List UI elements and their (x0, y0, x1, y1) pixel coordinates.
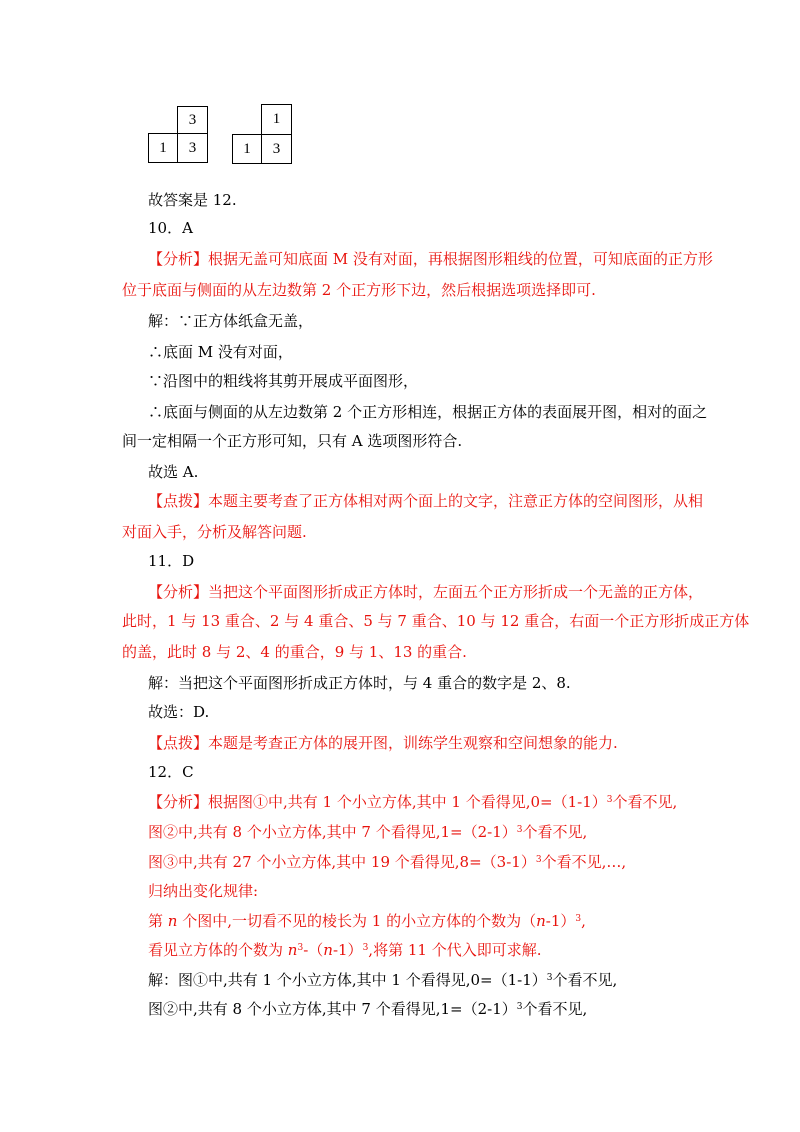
exponent: 3 (606, 795, 613, 805)
analysis-text-part: 【分析】根据图①中,共有 1 个小立方体,其中 1 个看得见,0=（1-1） (148, 793, 607, 811)
analysis-text (148, 940, 541, 960)
analysis-text-part: 个看不见, (612, 793, 678, 811)
analysis-text-part: 图②中,共有 8 个小立方体,其中 7 个看得见,1=（2-1） (148, 823, 517, 841)
text-line: 故答案是 12. (148, 191, 237, 209)
analysis-text-part: 看见立方体的个数为 (148, 941, 288, 959)
solution-text: ∴底面与侧面的从左边数第 2 个正方形相连，根据正方体的表面展开图，相对的面之 (148, 403, 708, 421)
analysis-text: 【分析】根据无盖可知底面 M 没有对面，再根据图形粗线的位置，可知底面的正方形 (148, 250, 713, 268)
analysis-text-part: 个看不见,…, (541, 853, 627, 871)
analysis-text-part: , (581, 912, 586, 930)
analysis-text (148, 792, 677, 812)
cell-right-top: 1 (261, 104, 292, 135)
solution-text: 解：当把这个平面图形折成正方体时，与 4 重合的数字是 2、8. (148, 674, 571, 692)
tip-text: 【点拨】本题是考查正方体的展开图，训练学生观察和空间想象的能力. (148, 734, 618, 752)
cell-left-top: 3 (177, 106, 208, 134)
analysis-text-part: 个图中,一切看不见的棱长为 1 的小立方体的个数为（ (177, 912, 537, 930)
solution-text-part: 个看不见, (522, 1000, 588, 1018)
solution-text-part: 个看不见, (552, 971, 618, 989)
solution-text: ∴底面 M 没有对面， (148, 343, 293, 361)
exponent: 3 (516, 1002, 523, 1012)
solution-text (148, 999, 587, 1019)
analysis-text: 位于底面与侧面的从左边数第 2 个正方形下边，然后根据选项选择即可. (122, 281, 596, 299)
analysis-text-part: ,将第 11 个代入即可求解. (368, 941, 542, 959)
analysis-text-part: -1） (332, 941, 363, 959)
analysis-text-part: 个看不见, (522, 823, 588, 841)
exponent: 3 (575, 914, 582, 924)
cell-right-bottom-right: 3 (261, 134, 292, 164)
cell-left-bottom-left: 1 (148, 133, 178, 163)
cell-right-bottom-left: 1 (232, 134, 262, 164)
variable-n: n (536, 912, 546, 930)
variable-n: n (167, 912, 178, 930)
exponent: 3 (362, 943, 369, 953)
answer-heading: 10．A (148, 219, 193, 237)
answer-heading: 12．C (148, 763, 194, 781)
answer-heading: 11．D (148, 552, 195, 570)
analysis-text-part: 图③中,共有 27 个小立方体,其中 19 个看得见,8=（3-1） (148, 853, 536, 871)
analysis-text: 归纳出变化规律: (148, 882, 259, 900)
analysis-text (148, 911, 586, 931)
solution-text: ∵沿图中的粗线将其剪开展成平面图形， (148, 372, 419, 390)
analysis-text-part: -1） (545, 912, 576, 930)
analysis-text: 【分析】当把这个平面图形折成正方体时，左面五个正方形折成一个无盖的正方体， (148, 583, 704, 601)
exponent: 3 (546, 973, 553, 983)
analysis-text: 此时，1 与 13 重合、2 与 4 重合、5 与 7 重合、10 与 12 重合，右面一个正方形折成正方体 (122, 612, 750, 630)
solution-text: 故选：D. (148, 703, 210, 721)
cell-left-bottom-right: 3 (177, 133, 208, 163)
solution-text: 间一定相隔一个正方形可知，只有 A 选项图形符合. (122, 432, 463, 450)
variable-n: n (323, 941, 333, 959)
solution-text-part: 图②中,共有 8 个小立方体,其中 7 个看得见,1=（2-1） (148, 1000, 517, 1018)
analysis-text-part: -（ (303, 941, 324, 959)
exponent: 3 (516, 825, 523, 835)
analysis-text (148, 852, 626, 872)
analysis-text-part: 第 (148, 912, 168, 930)
solution-text-part: 解：图①中,共有 1 个小立方体,其中 1 个看得见,0=（1-1） (148, 971, 547, 989)
variable-n: n (287, 941, 298, 959)
analysis-text (148, 822, 587, 842)
exponent: 3 (535, 855, 542, 865)
exponent: 3 (297, 943, 304, 953)
tip-text: 对面入手，分析及解答问题. (122, 523, 307, 541)
solution-text (148, 970, 617, 990)
analysis-text: 的盖，此时 8 与 2、4 的重合，9 与 1、13 的重合. (122, 643, 467, 661)
solution-text: 解：∵正方体纸盒无盖， (148, 312, 314, 330)
solution-text: 故选 A. (148, 463, 199, 481)
tip-text: 【点拨】本题主要考查了正方体相对两个面上的文字，注意正方体的空间图形，从相 (148, 492, 704, 510)
